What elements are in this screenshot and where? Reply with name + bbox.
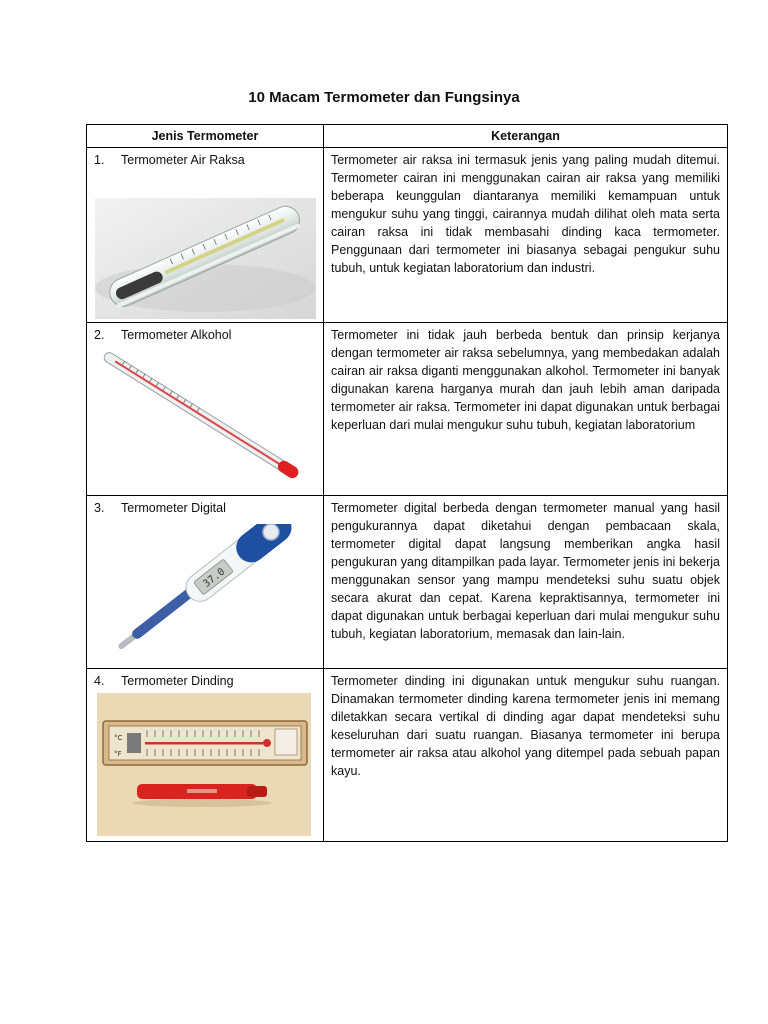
table-row bbox=[87, 323, 728, 496]
description-cell bbox=[324, 496, 728, 669]
type-name: Termometer Dinding bbox=[121, 674, 234, 688]
alcohol-thermometer-image bbox=[99, 347, 311, 487]
table-row bbox=[87, 148, 728, 323]
type-description: Termometer air raksa ini termasuk jenis yang paling mudah ditemui. Termometer cairan ini menggunakan cairan air raksa yang memiliki beberapa keunggulan diantaranya memiliki kemampuan untuk mengukur suhu yang tinggi, cairannya mudah dilihat oleh mata serta cairan raksa ini tidak membasahi dinding kaca termometer. Penggunaan dari termometer ini biasanya sebagai pengukur suhu tubuh, untuk kegiatan laboratorium dan industri. bbox=[331, 153, 720, 275]
type-cell bbox=[87, 669, 324, 842]
digital-thermometer-image bbox=[111, 524, 301, 656]
type-cell bbox=[87, 148, 324, 323]
mercury-thermometer-image bbox=[95, 198, 316, 319]
type-cell bbox=[87, 496, 324, 669]
table-header-row bbox=[87, 125, 728, 148]
table-row bbox=[87, 496, 728, 669]
header-keterangan: Keterangan bbox=[324, 125, 728, 148]
type-cell bbox=[87, 323, 324, 496]
type-name: Termometer Alkohol bbox=[121, 328, 232, 342]
row-number: 1. bbox=[94, 153, 105, 167]
type-description: Termometer dinding ini digunakan untuk mengukur suhu ruangan. Dinamakan termometer dinding karena termometer jenis ini memang diletakkan secara vertikal di dinding agar dapat mendeteksi suhu keseluruhan dari suatu ruangan. Biasanya termometer ini berupa termometer air raksa atau alkohol yang ditempel pada sebuah papan kayu. bbox=[331, 674, 720, 778]
row-number: 3. bbox=[94, 501, 105, 515]
row-number: 4. bbox=[94, 674, 105, 688]
type-name: Termometer Air Raksa bbox=[121, 153, 245, 167]
wall-thermometer-image bbox=[97, 693, 311, 836]
type-description: Termometer digital berbeda dengan termometer manual yang hasil pengukurannya dapat diketahui dengan pembacaan skala, termometer digital dapat langsung memberikan angka hasil pengukuran yang ditampilkan pada layar. Termometer jenis ini bekerja menggunakan sensor yang mampu mendeteksi suhu suatu objek secara akurat dan cepat. Karena kepraktisannya, termometer ini dapat digunakan untuk berbagai keperluan dari mulai mengukur suhu tubuh, kegiatan laboratorium, memasak dan lain-lain. bbox=[331, 501, 720, 641]
type-name: Termometer Digital bbox=[121, 501, 226, 515]
scale-f-label: °F bbox=[114, 750, 122, 758]
type-description: Termometer ini tidak jauh berbeda bentuk dan prinsip kerjanya dengan termometer air raksa sebelumnya, yang membedakan adalah cairan air raksa diganti menggunakan alkohol. Termometer ini banyak digunakan karena harganya murah dan jauh lebih aman daripada termometer air raksa. Termometer ini dapat digunakan untuk berbagai keperluan dari mulai mengukur suhu tubuh, kegiatan laboratorium bbox=[331, 328, 720, 432]
description-cell bbox=[324, 323, 728, 496]
description-cell bbox=[324, 148, 728, 323]
thermometer-table bbox=[86, 124, 728, 842]
header-jenis: Jenis Termometer bbox=[87, 125, 324, 148]
digital-display-readout: 37.0 bbox=[201, 566, 228, 590]
description-cell bbox=[324, 669, 728, 842]
scale-c-label: °C bbox=[114, 734, 123, 742]
table-row bbox=[87, 669, 728, 842]
page-title: 10 Macam Termometer dan Fungsinya bbox=[248, 89, 520, 106]
row-number: 2. bbox=[94, 328, 105, 342]
